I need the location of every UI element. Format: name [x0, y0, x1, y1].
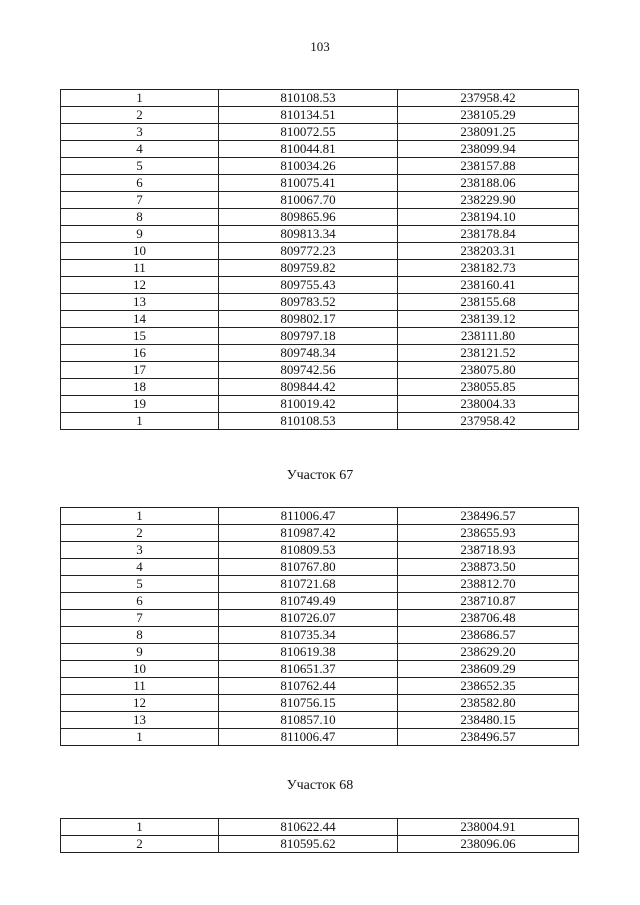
y-coordinate-cell: 238480.15: [398, 712, 579, 729]
y-coordinate-cell: 238004.91: [398, 819, 579, 836]
table-row: [61, 508, 579, 525]
x-coordinate-cell: 810134.51: [219, 107, 398, 124]
point-number-cell: 1: [61, 508, 219, 525]
table-row: [61, 593, 579, 610]
page-number: 103: [310, 39, 330, 54]
table-row: [61, 729, 579, 746]
point-number-cell: 13: [61, 294, 219, 311]
table-row: [61, 311, 579, 328]
table-row: [61, 610, 579, 627]
point-number-cell: 1: [61, 819, 219, 836]
x-coordinate-cell: 809783.52: [219, 294, 398, 311]
y-coordinate-cell: 238155.68: [398, 294, 579, 311]
section-title-plot-68: Участок 68: [286, 778, 354, 793]
y-coordinate-cell: 238099.94: [398, 141, 579, 158]
x-coordinate-cell: 810809.53: [219, 542, 398, 559]
point-number-cell: 13: [61, 712, 219, 729]
x-coordinate-cell: 809772.23: [219, 243, 398, 260]
y-coordinate-cell: 238229.90: [398, 192, 579, 209]
y-coordinate-cell: 238706.48: [398, 610, 579, 627]
table-row: [61, 559, 579, 576]
point-number-cell: 6: [61, 175, 219, 192]
coordinates-table-plot-68: [60, 818, 579, 853]
x-coordinate-cell: 810595.62: [219, 836, 398, 853]
coordinates-table-plot-67: [60, 507, 579, 746]
y-coordinate-cell: 238075.80: [398, 362, 579, 379]
table-row: [61, 379, 579, 396]
point-number-cell: 4: [61, 559, 219, 576]
x-coordinate-cell: 810857.10: [219, 712, 398, 729]
x-coordinate-cell: 809813.34: [219, 226, 398, 243]
y-coordinate-cell: 238710.87: [398, 593, 579, 610]
table-row: [61, 819, 579, 836]
table-row: [61, 345, 579, 362]
y-coordinate-cell: 238652.35: [398, 678, 579, 695]
x-coordinate-cell: 811006.47: [219, 508, 398, 525]
table-row: [61, 661, 579, 678]
table-row: [61, 695, 579, 712]
x-coordinate-cell: 810735.34: [219, 627, 398, 644]
y-coordinate-cell: 238091.25: [398, 124, 579, 141]
y-coordinate-cell: 237958.42: [398, 413, 579, 430]
point-number-cell: 19: [61, 396, 219, 413]
x-coordinate-cell: 810767.80: [219, 559, 398, 576]
table-row: [61, 141, 579, 158]
table-row: [61, 277, 579, 294]
table-row: [61, 542, 579, 559]
table-row: [61, 413, 579, 430]
y-coordinate-cell: 238582.80: [398, 695, 579, 712]
y-coordinate-cell: 238718.93: [398, 542, 579, 559]
y-coordinate-cell: 238105.29: [398, 107, 579, 124]
x-coordinate-cell: 810622.44: [219, 819, 398, 836]
point-number-cell: 12: [61, 277, 219, 294]
y-coordinate-cell: 238609.29: [398, 661, 579, 678]
y-coordinate-cell: 238188.06: [398, 175, 579, 192]
table-row: [61, 836, 579, 853]
x-coordinate-cell: 810044.81: [219, 141, 398, 158]
point-number-cell: 7: [61, 192, 219, 209]
x-coordinate-cell: 810756.15: [219, 695, 398, 712]
x-coordinate-cell: 810108.53: [219, 90, 398, 107]
point-number-cell: 12: [61, 695, 219, 712]
point-number-cell: 2: [61, 525, 219, 542]
table-row: [61, 644, 579, 661]
point-number-cell: 10: [61, 243, 219, 260]
y-coordinate-cell: 238160.41: [398, 277, 579, 294]
table-row: [61, 294, 579, 311]
x-coordinate-cell: 809755.43: [219, 277, 398, 294]
point-number-cell: 15: [61, 328, 219, 345]
table-row: [61, 226, 579, 243]
point-number-cell: 7: [61, 610, 219, 627]
y-coordinate-cell: 238111.80: [398, 328, 579, 345]
point-number-cell: 2: [61, 107, 219, 124]
x-coordinate-cell: 809748.34: [219, 345, 398, 362]
y-coordinate-cell: 238004.33: [398, 396, 579, 413]
x-coordinate-cell: 809844.42: [219, 379, 398, 396]
point-number-cell: 9: [61, 226, 219, 243]
point-number-cell: 16: [61, 345, 219, 362]
table-row: [61, 243, 579, 260]
y-coordinate-cell: 238096.06: [398, 836, 579, 853]
y-coordinate-cell: 238203.31: [398, 243, 579, 260]
point-number-cell: 18: [61, 379, 219, 396]
y-coordinate-cell: 238055.85: [398, 379, 579, 396]
table-row: [61, 328, 579, 345]
table-row: [61, 678, 579, 695]
table-row: [61, 627, 579, 644]
x-coordinate-cell: 810072.55: [219, 124, 398, 141]
table-row: [61, 209, 579, 226]
point-number-cell: 17: [61, 362, 219, 379]
point-number-cell: 1: [61, 90, 219, 107]
table-row: [61, 260, 579, 277]
point-number-cell: 3: [61, 124, 219, 141]
y-coordinate-cell: 238496.57: [398, 508, 579, 525]
x-coordinate-cell: 810067.70: [219, 192, 398, 209]
y-coordinate-cell: 238139.12: [398, 311, 579, 328]
table-row: [61, 124, 579, 141]
table-row: [61, 158, 579, 175]
point-number-cell: 1: [61, 729, 219, 746]
x-coordinate-cell: 810721.68: [219, 576, 398, 593]
x-coordinate-cell: 810651.37: [219, 661, 398, 678]
point-number-cell: 3: [61, 542, 219, 559]
x-coordinate-cell: 809797.18: [219, 328, 398, 345]
y-coordinate-cell: 238194.10: [398, 209, 579, 226]
section-title-plot-67: Участок 67: [286, 468, 354, 483]
x-coordinate-cell: 810987.42: [219, 525, 398, 542]
point-number-cell: 9: [61, 644, 219, 661]
point-number-cell: 11: [61, 260, 219, 277]
x-coordinate-cell: 810075.41: [219, 175, 398, 192]
y-coordinate-cell: 238629.20: [398, 644, 579, 661]
table-row: [61, 107, 579, 124]
x-coordinate-cell: 810034.26: [219, 158, 398, 175]
table-row: [61, 712, 579, 729]
point-number-cell: 5: [61, 158, 219, 175]
y-coordinate-cell: 238121.52: [398, 345, 579, 362]
table-row: [61, 90, 579, 107]
y-coordinate-cell: 237958.42: [398, 90, 579, 107]
y-coordinate-cell: 238873.50: [398, 559, 579, 576]
point-number-cell: 2: [61, 836, 219, 853]
point-number-cell: 14: [61, 311, 219, 328]
table-row: [61, 396, 579, 413]
y-coordinate-cell: 238178.84: [398, 226, 579, 243]
table-row: [61, 576, 579, 593]
table-row: [61, 192, 579, 209]
table-row: [61, 362, 579, 379]
y-coordinate-cell: 238812.70: [398, 576, 579, 593]
point-number-cell: 8: [61, 209, 219, 226]
point-number-cell: 5: [61, 576, 219, 593]
x-coordinate-cell: 810019.42: [219, 396, 398, 413]
x-coordinate-cell: 810726.07: [219, 610, 398, 627]
x-coordinate-cell: 809759.82: [219, 260, 398, 277]
x-coordinate-cell: 810749.49: [219, 593, 398, 610]
x-coordinate-cell: 810762.44: [219, 678, 398, 695]
table-row: [61, 525, 579, 542]
point-number-cell: 1: [61, 413, 219, 430]
x-coordinate-cell: 809802.17: [219, 311, 398, 328]
point-number-cell: 8: [61, 627, 219, 644]
point-number-cell: 11: [61, 678, 219, 695]
point-number-cell: 10: [61, 661, 219, 678]
x-coordinate-cell: 811006.47: [219, 729, 398, 746]
y-coordinate-cell: 238655.93: [398, 525, 579, 542]
x-coordinate-cell: 809742.56: [219, 362, 398, 379]
point-number-cell: 6: [61, 593, 219, 610]
y-coordinate-cell: 238157.88: [398, 158, 579, 175]
x-coordinate-cell: 810108.53: [219, 413, 398, 430]
x-coordinate-cell: 810619.38: [219, 644, 398, 661]
table-row: [61, 175, 579, 192]
y-coordinate-cell: 238686.57: [398, 627, 579, 644]
y-coordinate-cell: 238182.73: [398, 260, 579, 277]
point-number-cell: 4: [61, 141, 219, 158]
x-coordinate-cell: 809865.96: [219, 209, 398, 226]
coordinates-table-continued: [60, 89, 579, 430]
y-coordinate-cell: 238496.57: [398, 729, 579, 746]
